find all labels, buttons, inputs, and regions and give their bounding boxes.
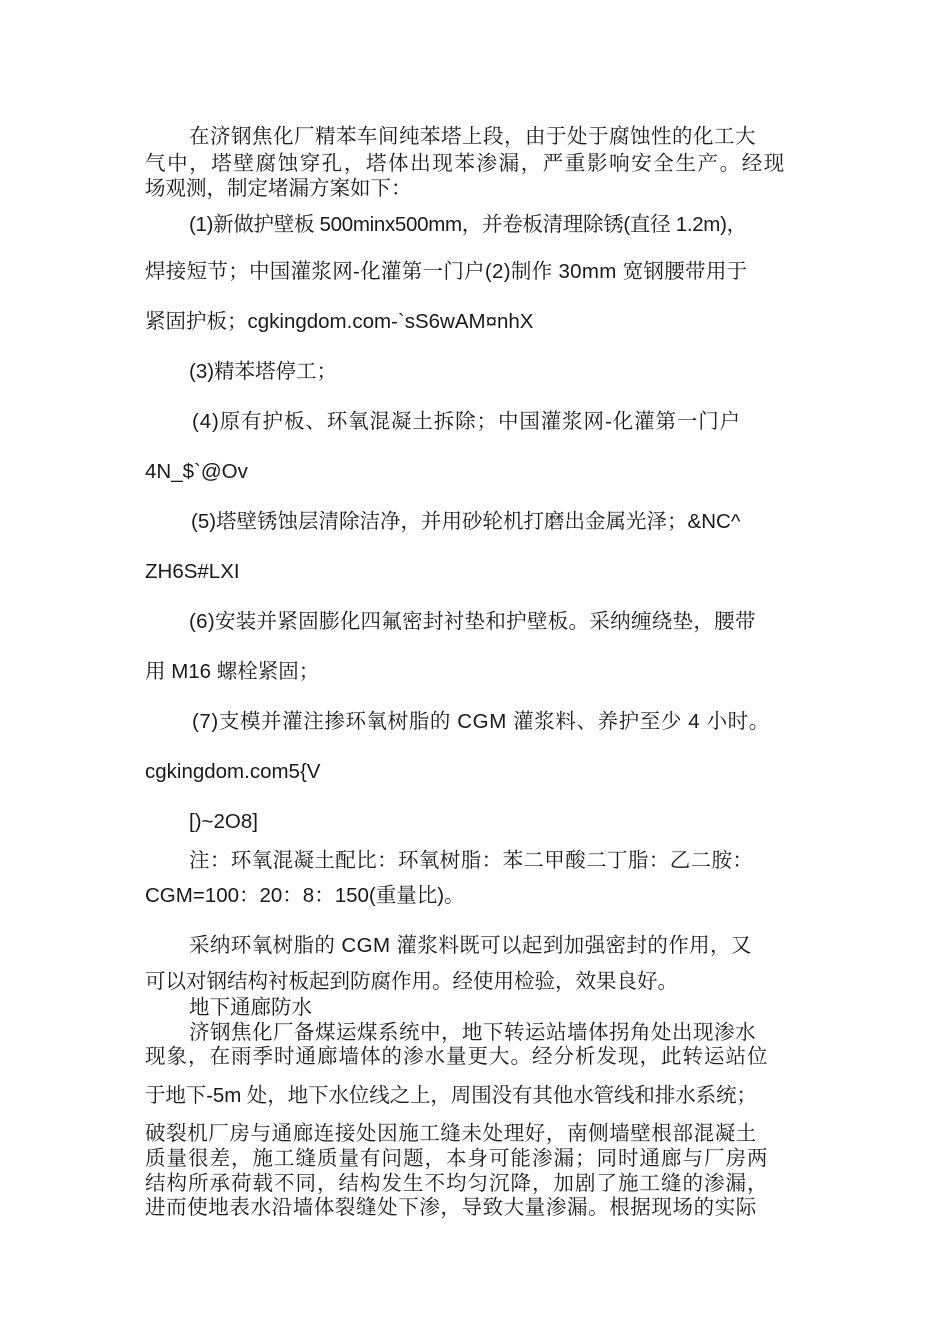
- text-line: 可以对钢结构衬板起到防腐作用。经使用检验，效果良好。: [145, 970, 678, 993]
- text-line: 质量很差，施工缝质量有问题，本身可能渗漏；同时通廊与厂房两: [145, 1146, 769, 1170]
- text-line: 在济钢焦化厂精苯车间纯苯塔上段，由于处于腐蚀性的化工大: [189, 124, 756, 148]
- text-line: 结构所承荷载不同，结构发生不均匀沉降，加剧了施工缝的渗漏，: [145, 1171, 769, 1195]
- text-line: 紧固护板；cgkingdom.com-`sS6wAM¤nhX: [145, 310, 534, 333]
- text-line: 济钢焦化厂备煤运煤系统中，地下转运站墙体拐角处出现渗水: [189, 1020, 756, 1044]
- text-line: 进而使地表水沿墙体裂缝处下渗，导致大量渗漏。根据现场的实际: [145, 1195, 757, 1219]
- text-line: (5)塔壁锈蚀层清除洁净，并用砂轮机打磨出金属光泽；&NC^: [191, 510, 741, 533]
- text-line: cgkingdom.com5{V: [145, 760, 321, 783]
- text-line: 气中，塔壁腐蚀穿孔，塔体出现苯渗漏，严重影响安全生产。经现: [145, 151, 786, 175]
- text-line: 破裂机厂房与通廊连接处因施工缝未处理好，南侧墙壁根部混凝土: [145, 1121, 757, 1145]
- text-line: (4)原有护板、环氧混凝土拆除；中国灌浆网-化灌第一门户: [192, 410, 742, 433]
- text-line: 于地下-5m 处，地下水位线之上，周围没有其他水管线和排水系统；: [145, 1084, 757, 1107]
- text-line: ZH6S#LXI: [145, 560, 240, 583]
- text-line: 焊接短节；中国灌浆网-化灌第一门户(2)制作 30mm 宽钢腰带用于: [145, 260, 748, 283]
- text-line: 用 M16 螺栓紧固；: [145, 660, 320, 683]
- text-line: 现象，在雨季时通廊墙体的渗水量更大。经分析发现，此转运站位: [145, 1044, 769, 1068]
- text-line: 4N_$`@Ov: [145, 460, 248, 483]
- text-line: (7)支模并灌注掺环氧树脂的 CGM 灌浆料、养护至少 4 小时。: [192, 710, 770, 733]
- text-line: (1)新做护壁板 500minx500mm，并卷板清理除锈(直径 1.2m)，: [189, 213, 747, 236]
- text-line: (3)精苯塔停工；: [189, 360, 338, 383]
- section-heading: 地下通廊防水: [189, 995, 312, 1019]
- text-line: CGM=100：20：8：150(重量比)。: [145, 884, 465, 907]
- text-line: 场观测，制定堵漏方案如下：: [145, 176, 412, 200]
- text-line: (6)安装并紧固膨化四氟密封衬垫和护壁板。采纳缠绕垫，腰带: [189, 610, 756, 633]
- text-line: 注：环氧混凝土配比：环氧树脂：苯二甲酸二丁脂：乙二胺：: [189, 849, 754, 872]
- text-line: [)~2O8]: [189, 810, 258, 833]
- text-line: 采纳环氧树脂的 CGM 灌浆料既可以起到加强密封的作用，又: [189, 934, 752, 957]
